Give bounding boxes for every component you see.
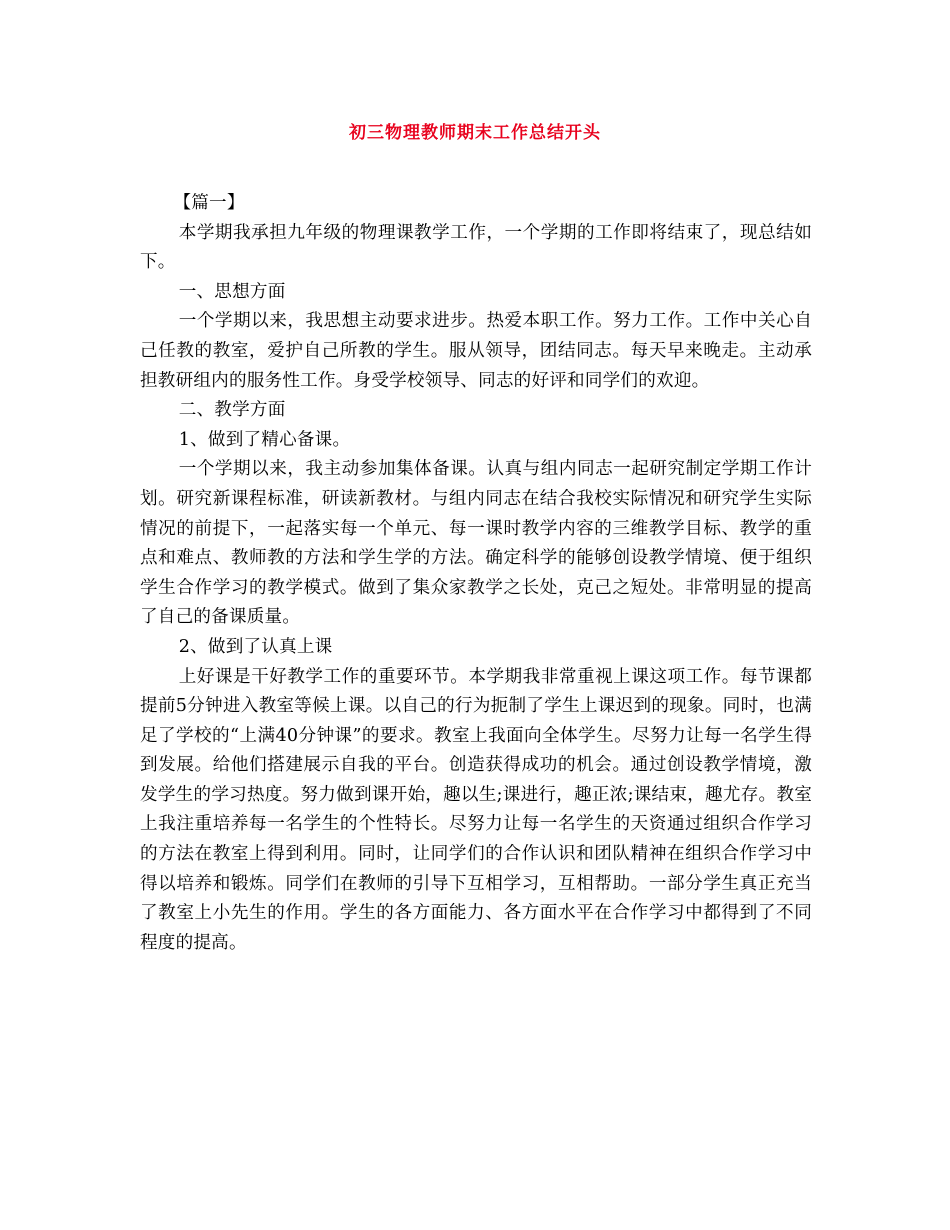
- document-title: 初三物理教师期末工作总结开头: [349, 123, 601, 143]
- class-paragraph: 上好课是干好教学工作的重要环节。本学期我非常重视上课这项工作。每节课都提前5分钟进入教室等候上课。以自己的行为扼制了学生上课迟到的现象。同时，也满足了学校的“上满40分钟课”的要求。教室上我面向全体学生。尽努力让每一名学生得到发展。给他们搭建展示自我的平台。创造获得成功的机会。通过创设教学情境，激发学生的学习热度。努力做到课开始，趣以生;课进行，趣正浓;课结束，趣尤存。教室上我注重培养每一名学生的个性特长。尽努力让每一名学生的天资通过组织合作学习的方法在教室上得到利用。同时，让同学们的合作认识和团队精神在组织合作学习中得以培养和锻炼。同学们在教师的引导下互相学习，互相帮助。一部分学生真正充当了教室上小先生的作用。学生的各方面能力、各方面水平在合作学习中都得到了不同程度的提高。: [140, 666, 812, 953]
- subheading-class: 2、做到了认真上课: [178, 636, 333, 657]
- section-heading: 【篇一】: [173, 193, 245, 213]
- thought-paragraph: 一个学期以来，我思想主动要求进步。热爱本职工作。努力工作。工作中关心自己任教的教室，爱护自己所教的学生。服从领导，团结同志。每天早来晚走。主动承担教研组内的服务性工作。身受学校领导、同志的好评和同学们的欢迎。: [140, 311, 812, 391]
- document-body: [140, 189, 812, 958]
- section-heading-thought: 一、思想方面: [178, 281, 286, 302]
- lesson-prep-paragraph: 一个学期以来，我主动参加集体备课。认真与组内同志一起研究制定学期工作计划。研究新课程标准，研读新教材。与组内同志在结合我校实际情况和研究学生实际情况的前提下，一起落实每一个单元、每一课时教学内容的三维教学目标、教学的重点和难点、教师教的方法和学生学的方法。确定科学的能够创设教学情境、便于组织学生合作学习的教学模式。做到了集众家教学之长处，克己之短处。非常明显的提高了自己的备课质量。: [140, 459, 812, 628]
- subheading-lesson-prep: 1、做到了精心备课。: [178, 429, 351, 450]
- intro-paragraph: 本学期我承担九年级的物理课教学工作，一个学期的工作即将结束了，现总结如下。: [140, 222, 812, 273]
- section-heading-teaching: 二、教学方面: [178, 400, 286, 421]
